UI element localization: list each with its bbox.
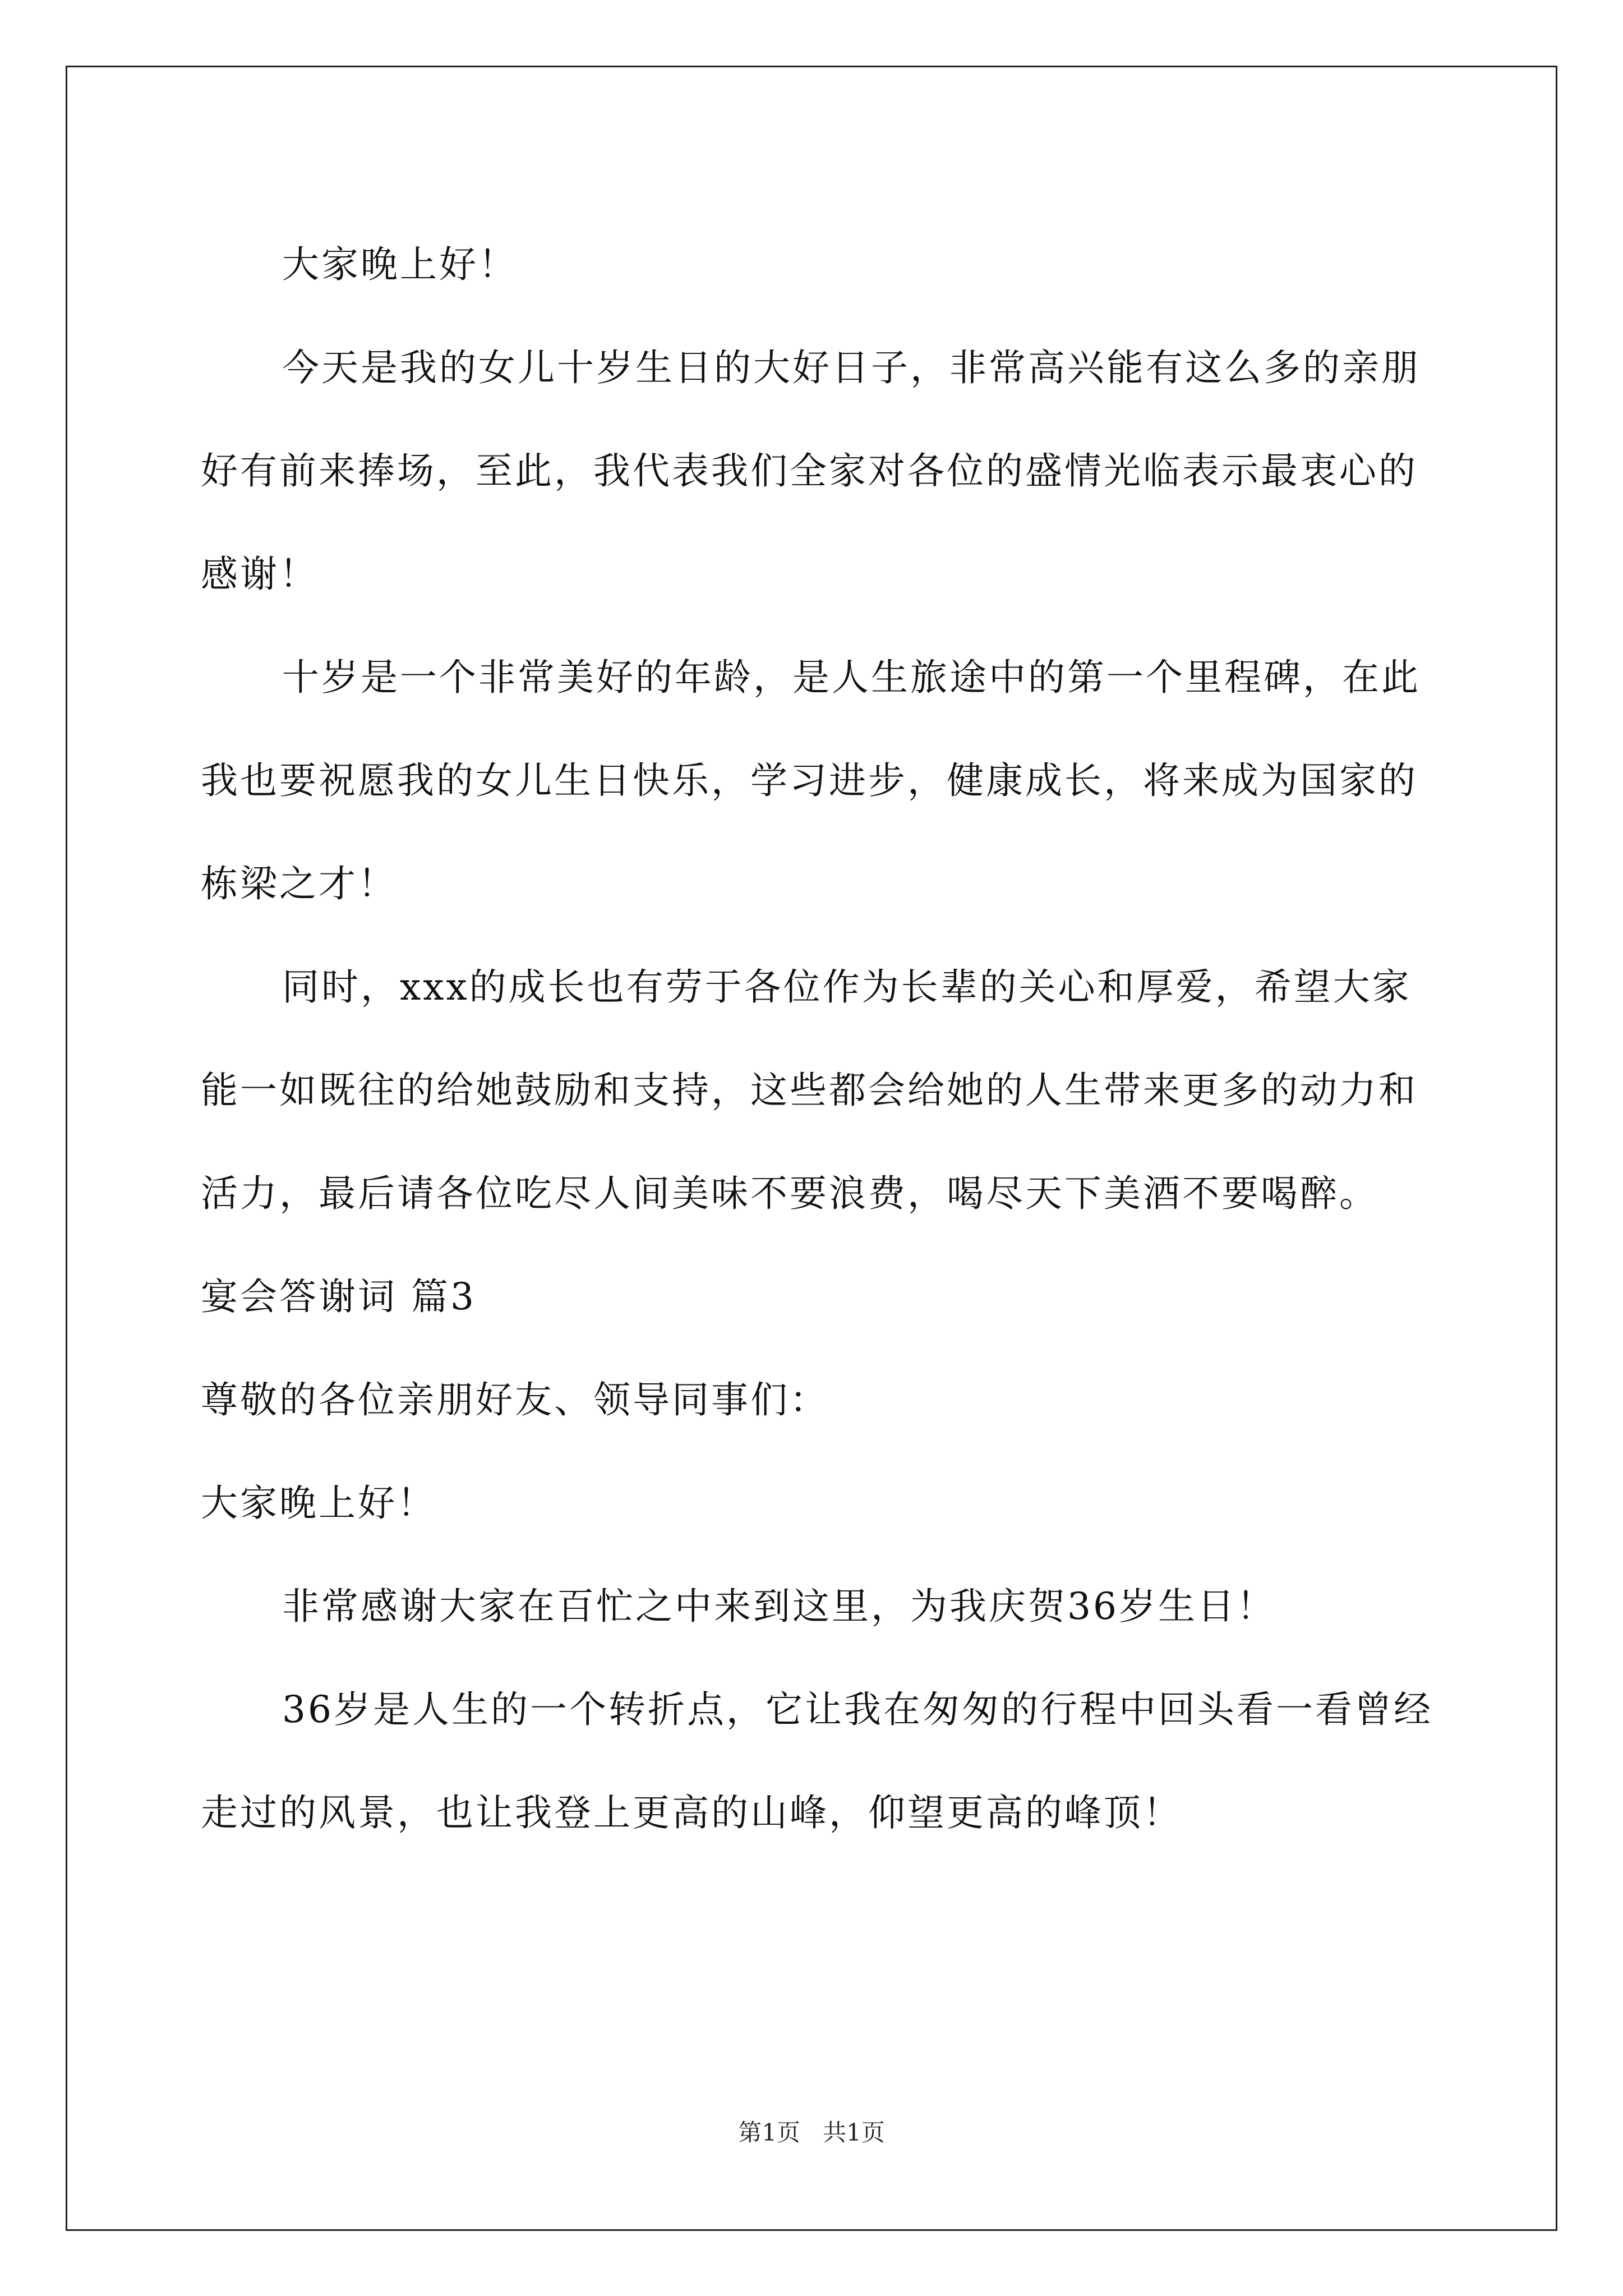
body-paragraph: 同时，xxx的成长也有劳于各位作为长辈的关心和厚爱，希望大家能一如既往的给她鼓励和支持，这些都会给她的人生带来更多的动力和活力，最后请各位吃尽人间美味不要浪费，喝尽天下美酒不要喝醉。: [201, 965, 1418, 1215]
body-paragraph: 36岁是人生的一个转折点，它让我在匆匆的行程中回头看一看曾经走过的风景，也让我登上更高的山峰，仰望更高的峰顶！: [201, 1688, 1433, 1834]
page-number: 第1页: [738, 2119, 800, 2146]
page-footer: [0, 2119, 1623, 2147]
greeting-paragraph: 大家晚上好！: [201, 1481, 436, 1525]
body-paragraph: 十岁是一个非常美好的年龄，是人生旅途中的第一个里程碑，在此我也要祝愿我的女儿生日快乐，学习进步，健康成长，将来成为国家的栋梁之才！: [201, 656, 1421, 905]
document-body: [201, 213, 1435, 1865]
page-total: 共1页: [823, 2119, 885, 2146]
salutation-paragraph: 尊敬的各位亲朋好友、领导同事们：: [201, 1378, 829, 1421]
greeting-paragraph: 大家晚上好！: [282, 243, 518, 286]
body-paragraph: 非常感谢大家在百忙之中来到这里，为我庆贺36岁生日！: [282, 1585, 1276, 1628]
body-paragraph: 今天是我的女儿十岁生日的大好日子，非常高兴能有这么多的亲朋好有前来捧场，至此，我代表我们全家对各位的盛情光临表示最衷心的感谢！: [201, 346, 1421, 596]
section-heading: 宴会答谢词 篇3: [201, 1275, 476, 1318]
